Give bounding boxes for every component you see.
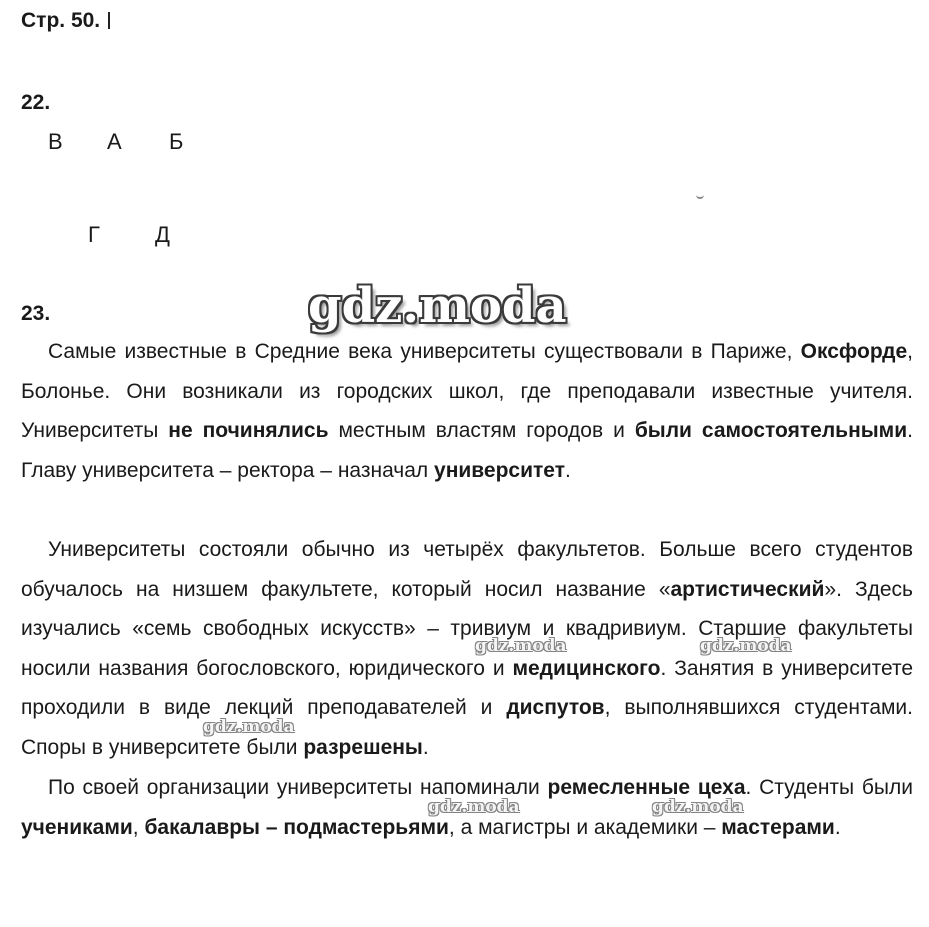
answer-letter: Б: [169, 129, 184, 154]
answer-letter: Д: [155, 222, 170, 247]
watermark-small: gdz.moda: [203, 717, 295, 737]
task-22-number: 22.: [21, 91, 51, 114]
watermark-small: gdz.moda: [428, 797, 520, 817]
watermark-small: gdz.moda: [652, 797, 744, 817]
text-cursor-mark: [108, 12, 110, 29]
task-23-number: 23.: [21, 302, 51, 325]
paragraph-2: Университеты состояли обычно из четырёх факультетов. Больше всего студентов обучалось на низшем факультете, который носил название «артистический». Здесь изучались «семь свободных искусств» – тривиум и квадривиум. Старшие факультеты носили названия богословского, юридического и медицинского. Занятия в университете проходили в виде лекций преподавателей и диспутов, выполнявшихся студентами. Споры в университете были разрешены.: [21, 538, 914, 759]
scan-mark: [696, 194, 704, 199]
watermark-logo: gdz.moda: [308, 278, 567, 334]
paragraph-1: Самые известные в Средние века университеты существовали в Париже, Оксфорде, Болонье. Они возникали из городских школ, где преподавали известные учителя. Университеты не починялись местным властям городов и были самостоятельными. Главу университета – ректора – назначал университет.: [21, 340, 913, 482]
page-header: [21, 9, 110, 33]
answer-letter: А: [107, 129, 122, 154]
page-label: Стр. 50.: [21, 9, 101, 32]
answer-letter: Г: [88, 222, 100, 247]
answer-letter: В: [48, 129, 63, 154]
watermark-small: gdz.moda: [700, 636, 792, 656]
watermark-small: gdz.moda: [475, 636, 567, 656]
paragraph-3: По своей организации университеты напоминали ремесленные цеха. Студенты были учениками, бакалавры – подмастерьями, а магистры и академики – мастерами.: [21, 776, 913, 839]
